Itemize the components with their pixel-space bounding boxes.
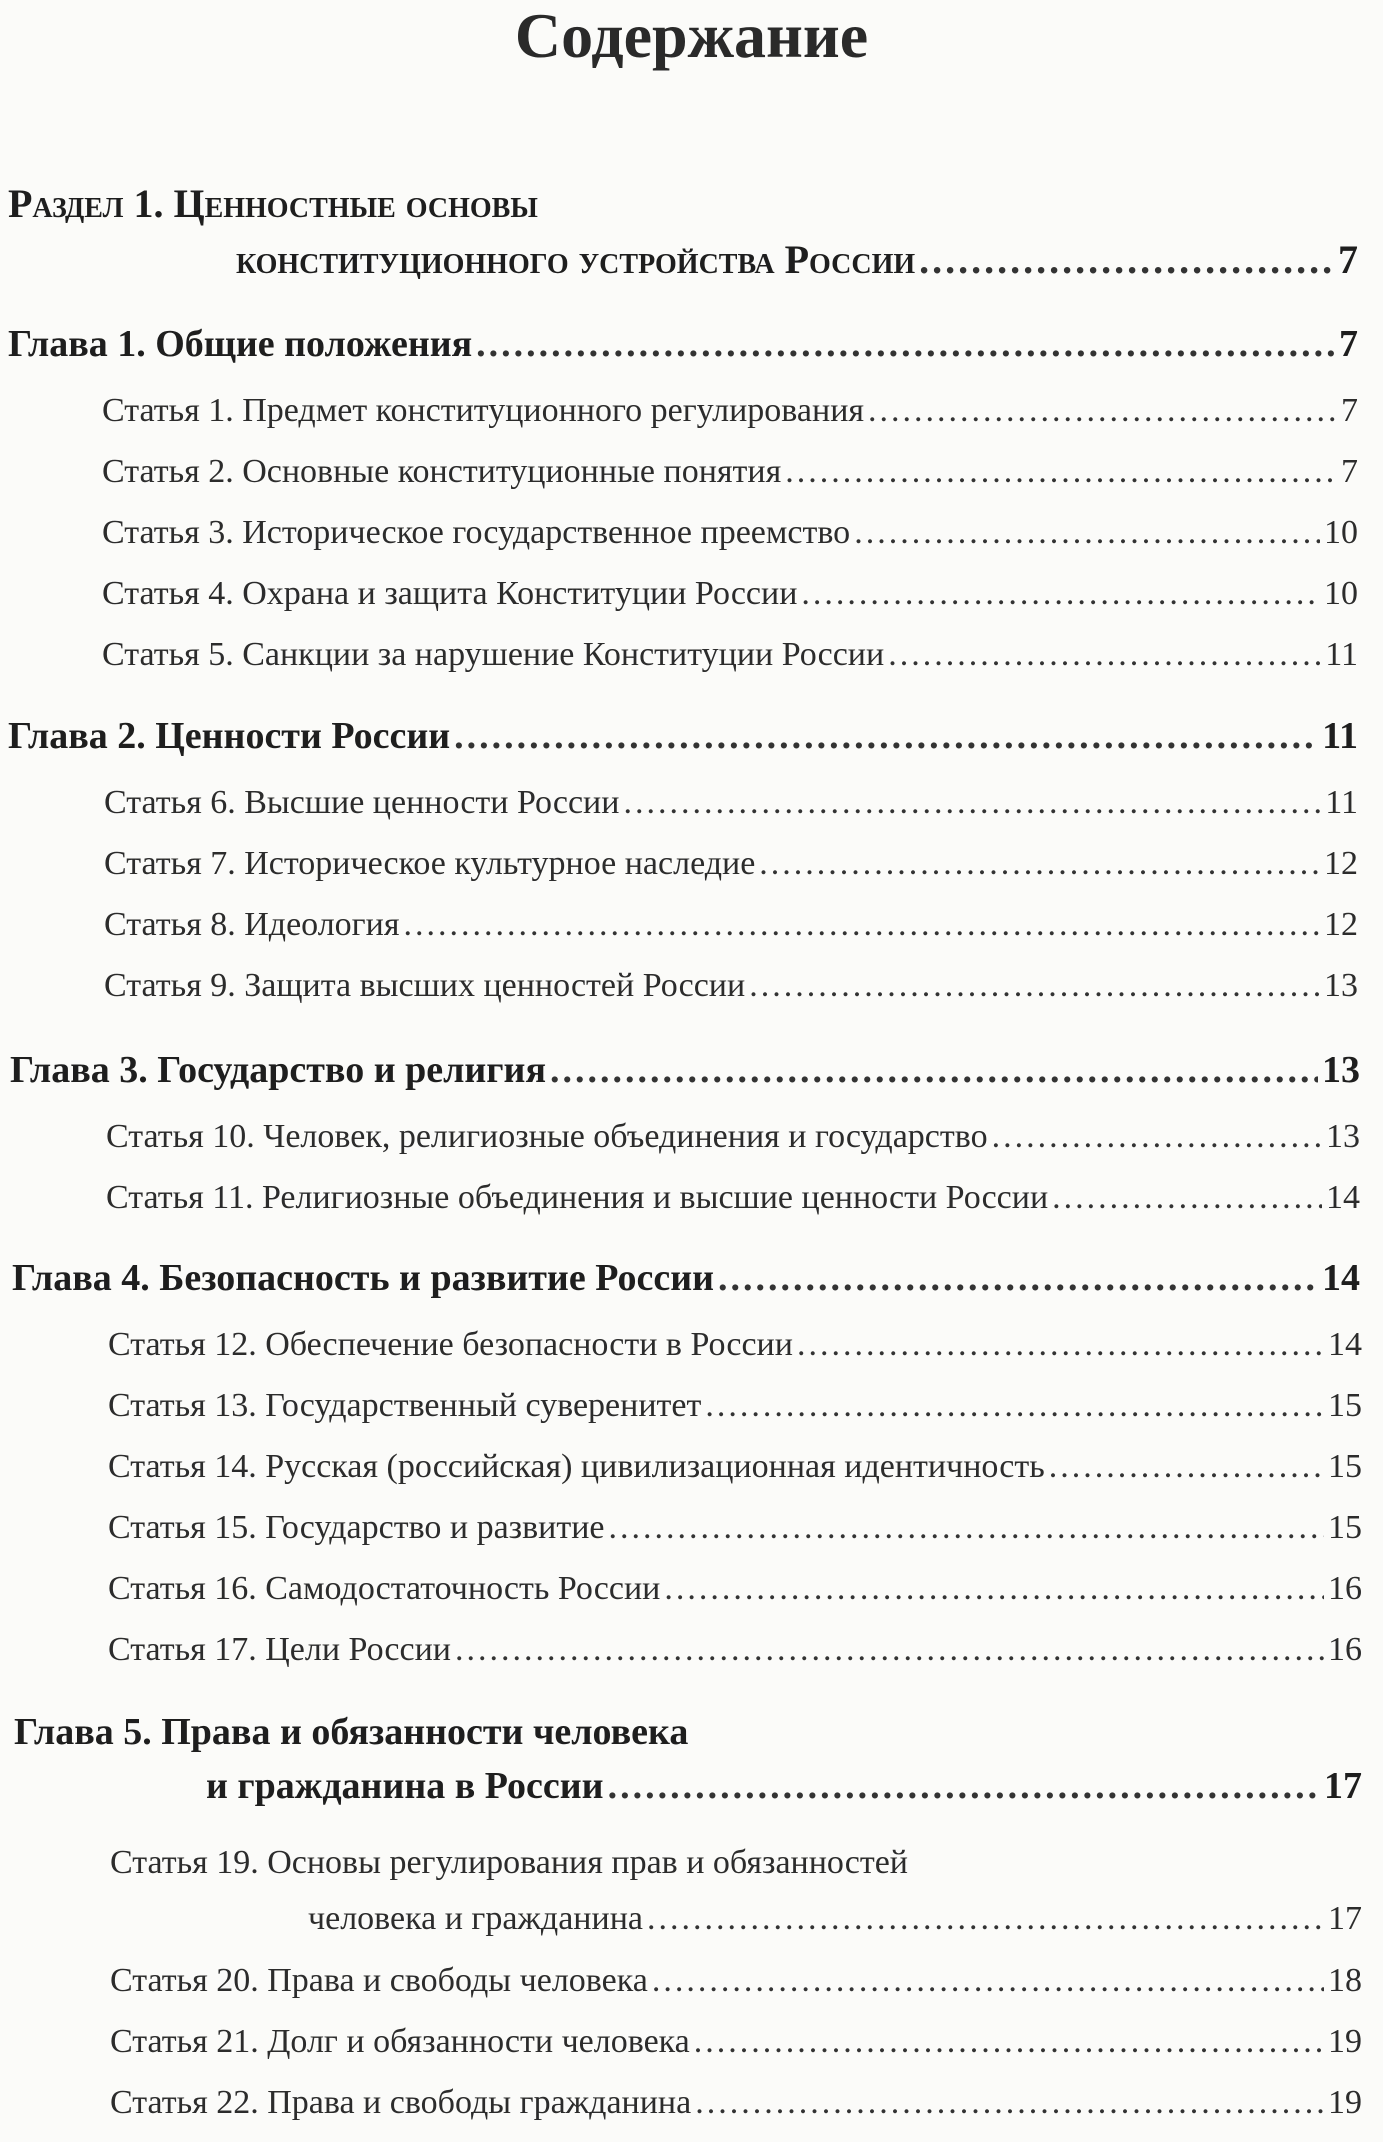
- article-title: Статья 13. Государственный суверенитет: [108, 1387, 702, 1424]
- page-number: 15: [1328, 1387, 1362, 1424]
- toc-entry-article-15[interactable]: [108, 1509, 1362, 1547]
- toc-entry-article-19[interactable]: [308, 1900, 1362, 1938]
- page-number: 14: [1322, 1257, 1360, 1299]
- leader-dots: [992, 1118, 1322, 1156]
- page-number: 11: [1322, 715, 1358, 757]
- page-number: 13: [1326, 1118, 1360, 1155]
- article-title: Статья 20. Права и свободы человека: [110, 1962, 648, 1999]
- toc-entry-article-20[interactable]: [110, 1962, 1362, 2000]
- toc-entry-article-22[interactable]: [110, 2084, 1362, 2122]
- page-number: 19: [1328, 2023, 1362, 2060]
- article-title-line2: человека и гражданина: [308, 1900, 643, 1937]
- page-number: 18: [1328, 1962, 1362, 1999]
- page-number: 15: [1328, 1509, 1362, 1546]
- page-number: 12: [1324, 845, 1358, 882]
- leader-dots: [608, 1764, 1320, 1808]
- leader-dots: [476, 322, 1335, 366]
- toc-entry-article-4[interactable]: [102, 575, 1358, 613]
- toc-entry-article-21[interactable]: [110, 2023, 1362, 2061]
- article-title: Статья 16. Самодостаточность России: [108, 1570, 661, 1607]
- article-title: Статья 3. Историческое государственное преемство: [102, 514, 851, 551]
- article-title-line1: Статья 19. Основы регулирования прав и обязанностей: [110, 1844, 909, 1881]
- page-number: 10: [1324, 575, 1358, 612]
- leader-dots: [1052, 1179, 1322, 1217]
- article-title: Статья 2. Основные конституционные понятия: [102, 453, 782, 490]
- article-title: Статья 8. Идеология: [104, 906, 400, 943]
- article-title: Статья 7. Историческое культурное наследие: [104, 845, 756, 882]
- page-number: 13: [1324, 967, 1358, 1004]
- toc-entry-article-12[interactable]: [108, 1326, 1362, 1364]
- page-number: 14: [1328, 1326, 1362, 1363]
- page-number: 19: [1328, 2084, 1362, 2121]
- leader-dots: [623, 784, 1321, 822]
- article-title: Статья 14. Русская (российская) цивилизационная идентичность: [108, 1448, 1045, 1485]
- leader-dots: [454, 714, 1318, 758]
- toc-entry-section-1[interactable]: [236, 236, 1358, 283]
- chapter-heading: Глава 1. Общие положения: [8, 323, 473, 365]
- page-number: 15: [1328, 1448, 1362, 1485]
- toc-entry-article-2[interactable]: [102, 453, 1358, 491]
- toc-entry-chapter-3[interactable]: [10, 1048, 1360, 1092]
- section-heading-line2: конституционного устройства России: [236, 237, 916, 282]
- toc-entry-chapter-5[interactable]: [206, 1764, 1362, 1808]
- leader-dots: [718, 1256, 1318, 1300]
- leader-dots: [797, 1326, 1324, 1364]
- page-number: 11: [1325, 784, 1358, 821]
- toc-entry-article-5[interactable]: [102, 636, 1358, 674]
- leader-dots: [694, 2023, 1324, 2061]
- leader-dots: [647, 1900, 1324, 1938]
- leader-dots: [1049, 1448, 1324, 1486]
- leader-dots: [854, 514, 1320, 552]
- leader-dots: [801, 575, 1320, 613]
- toc-entry-chapter-1[interactable]: [8, 322, 1358, 366]
- page-number: 13: [1322, 1049, 1360, 1091]
- page-number: 16: [1328, 1631, 1362, 1668]
- article-title: Статья 6. Высшие ценности России: [104, 784, 620, 821]
- toc-entry-article-10[interactable]: [106, 1118, 1360, 1156]
- leader-dots: [652, 1962, 1324, 2000]
- leader-dots: [785, 453, 1337, 491]
- page-number: 10: [1324, 514, 1358, 551]
- toc-entry-article-7[interactable]: [104, 845, 1358, 883]
- chapter-heading: Глава 3. Государство и религия: [10, 1049, 547, 1091]
- leader-dots: [868, 392, 1337, 430]
- leader-dots: [888, 636, 1321, 674]
- article-title: Статья 21. Долг и обязанности человека: [110, 2023, 690, 2060]
- leader-dots: [664, 1570, 1324, 1608]
- leader-dots: [919, 236, 1334, 283]
- chapter-heading: Глава 2. Ценности России: [8, 715, 451, 757]
- toc-entry-article-13[interactable]: [108, 1387, 1362, 1425]
- toc-entry-article-9[interactable]: [104, 967, 1358, 1005]
- leader-dots: [550, 1048, 1318, 1092]
- toc-entry-article-11[interactable]: [106, 1179, 1360, 1217]
- toc-entry-article-6[interactable]: [104, 784, 1358, 822]
- toc-entry-article-8[interactable]: [104, 906, 1358, 944]
- page-title: Содержание: [514, 0, 869, 71]
- page-number: 17: [1324, 1765, 1362, 1807]
- article-title: Статья 4. Охрана и защита Конституции России: [102, 575, 798, 612]
- leader-dots: [749, 967, 1320, 1005]
- article-title: Статья 15. Государство и развитие: [108, 1509, 605, 1546]
- article-title: Статья 10. Человек, религиозные объединения и государство: [106, 1118, 988, 1155]
- page-number: 12: [1324, 906, 1358, 943]
- page-number: 7: [1339, 323, 1358, 365]
- leader-dots: [455, 1631, 1324, 1669]
- chapter-heading-line2: и гражданина в России: [206, 1765, 604, 1807]
- chapter-heading: Глава 4. Безопасность и развитие России: [12, 1257, 714, 1299]
- toc-entry-chapter-4[interactable]: [12, 1256, 1360, 1300]
- article-title: Статья 22. Права и свободы гражданина: [110, 2084, 692, 2121]
- page-number: 14: [1326, 1179, 1360, 1216]
- leader-dots: [695, 2084, 1324, 2122]
- page-number: 7: [1341, 392, 1358, 429]
- article-title: Статья 12. Обеспечение безопасности в России: [108, 1326, 793, 1363]
- page-number: 7: [1341, 453, 1358, 490]
- article-title: Статья 17. Цели России: [108, 1631, 452, 1668]
- toc-entry-article-1[interactable]: [102, 392, 1358, 430]
- leader-dots: [403, 906, 1320, 944]
- toc-entry-article-14[interactable]: [108, 1448, 1362, 1486]
- page-number: 17: [1328, 1900, 1362, 1937]
- leader-dots: [609, 1509, 1324, 1547]
- leader-dots: [759, 845, 1320, 883]
- leader-dots: [705, 1387, 1324, 1425]
- toc-entry-article-17[interactable]: [108, 1631, 1362, 1669]
- article-title: Статья 11. Религиозные объединения и высшие ценности России: [106, 1179, 1049, 1216]
- article-title: Статья 5. Санкции за нарушение Конституции России: [102, 636, 885, 673]
- chapter-heading-line1: Глава 5. Права и обязанности человека: [14, 1711, 689, 1753]
- page-number: 16: [1328, 1570, 1362, 1607]
- page-number: 7: [1338, 237, 1358, 282]
- section-heading-line1: Раздел 1. Ценностные основы: [8, 181, 538, 226]
- article-title: Статья 9. Защита высших ценностей России: [104, 967, 746, 1004]
- toc-entry-chapter-2[interactable]: [8, 714, 1358, 758]
- toc-entry-article-3[interactable]: [102, 514, 1358, 552]
- article-title: Статья 1. Предмет конституционного регулирования: [102, 392, 865, 429]
- page-number: 11: [1325, 636, 1358, 673]
- toc-entry-article-16[interactable]: [108, 1570, 1362, 1608]
